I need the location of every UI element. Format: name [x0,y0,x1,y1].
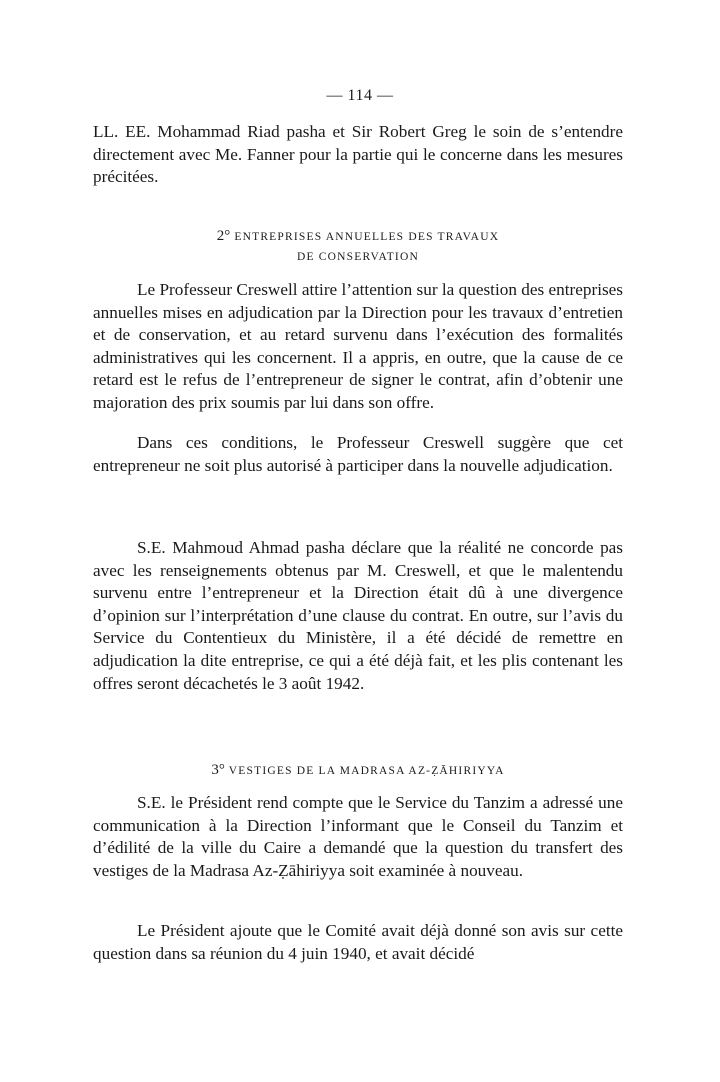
paragraph-president [93,792,623,882]
section-title-line2: DE CONSERVATION [297,251,419,263]
paragraph-mahmoud [93,537,623,695]
paragraph-text: S.E. le Président rend compte que le Service du Tanzim a adressé une communication à la Direction l’informant que le Conseil du Tanzim et d’édilité de la ville du Caire a demandé que la question du transfert des vestiges de la Madrasa Az-Ẓāhiriyya soit examinée à nouveau. [93,793,623,880]
paragraph-text: S.E. Mahmoud Ahmad pasha déclare que la réalité ne concorde pas avec les renseignements obtenus par M. Creswell, et que le malentendu survenu entre l’entrepreneur et la Direction était dû à une divergence d’opinion sur l’interprétation d’une clause du contrat. En outre, sur l’avis du Service du Contentieux du Ministère, il a été décidé de remettre en adjudication la dite entreprise, ce qui a été déjà fait, et les plis contenant les offres seront décachetés le 3 août 1942. [93,538,623,693]
page-number: — 114 — [326,87,394,104]
paragraph-text: Le Président ajoute que le Comité avait déjà donné son avis sur cette question dans sa réunion du 4 juin 1940, et avait décidé [93,921,623,963]
paragraph-text: Le Professeur Creswell attire l’attention sur la question des entreprises annuelles mises en adjudication par la Direction pour les travaux d’entretien et de conservation, et au retard survenu dans l’exécution des formalités administratives qui les concernent. Il a appris, en outre, que la cause de ce retard est le refus de l’entrepreneur de signer le contrat, afin d’obtenir une majoration des prix soumis par lui dans son offre. [93,280,623,412]
paragraph-president-adds [93,920,623,965]
paragraph-intro [93,121,623,189]
paragraph-text: LL. EE. Mohammad Riad pasha et Sir Robert Greg le soin de s’entendre directement avec Me. Fanner pour la partie qui le concerne dans les mesures précitées. [93,122,623,187]
section-title-line1: ENTREPRISES ANNUELLES DES TRAVAUX [234,231,500,243]
paragraph-creswell [93,279,623,415]
section-heading-2 [93,226,623,267]
section-title-line1: VESTIGES DE LA MADRASA AZ-ẒĀHIRIYYA [228,765,505,777]
section-number: 3° [211,762,225,778]
section-number: 2° [216,228,231,244]
section-heading-line [93,760,623,781]
paragraph-conditions [93,432,623,477]
section-heading-3 [93,760,623,781]
section-heading-line [93,226,623,247]
paragraph-text: Dans ces conditions, le Professeur Creswell suggère que cet entrepreneur ne soit plus autorisé à participer dans la nouvelle adjudication. [93,433,623,475]
